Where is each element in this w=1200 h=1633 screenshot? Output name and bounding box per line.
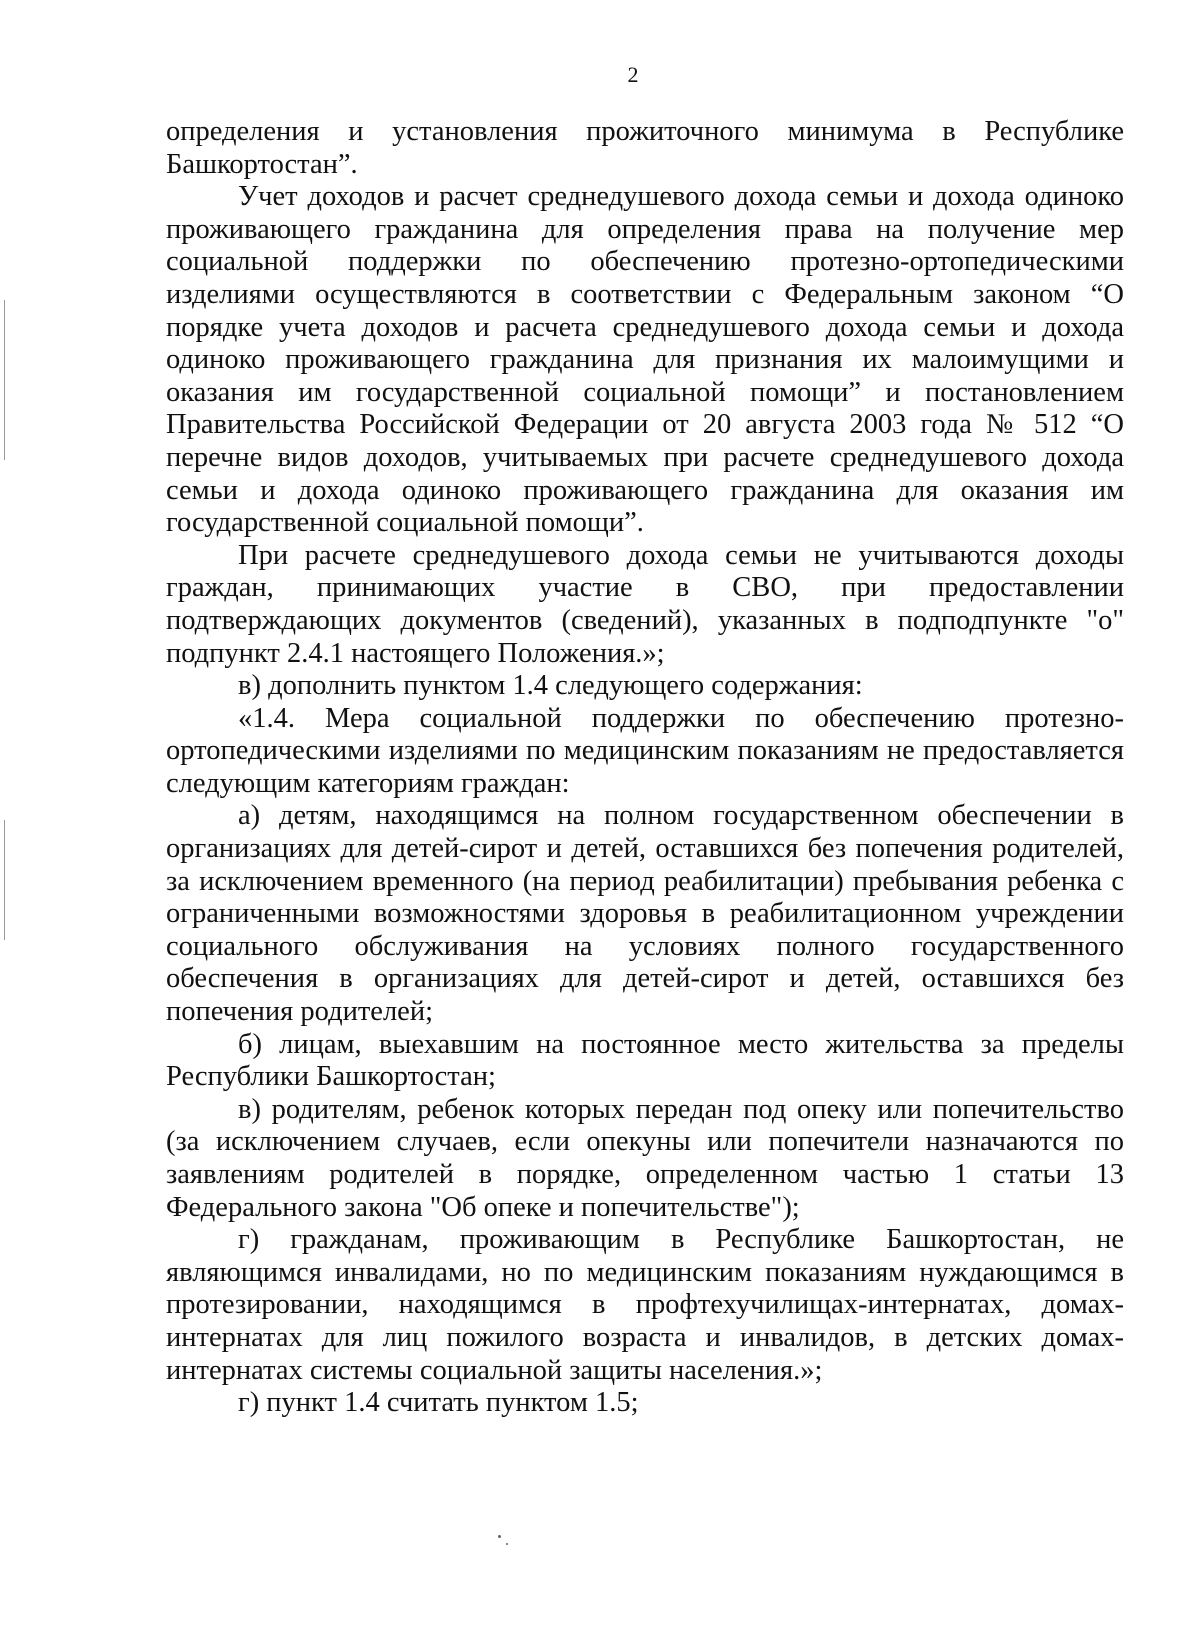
scan-edge-mark <box>4 820 5 940</box>
paragraph-7: б) лицам, выехавшим на постоянное место жительства за пределы Республики Башкортостан; <box>166 1028 1124 1093</box>
paragraph-5: «1.4. Мера социальной поддержки по обеспечению протезно-ортопедическими изделиями по медицинским показаниям не предоставляется следующим категориям граждан: <box>166 702 1124 799</box>
paragraph-8: в) родителям, ребенок которых передан под опеку или попечительство (за исключением случаев, если опекуны или попечители назначаются по заявлениям родителей в порядке, определенном частью 1 статьи 13 Федерального закона "Об опеке и попечительстве"); <box>166 1093 1124 1223</box>
scan-edge-mark <box>4 300 5 460</box>
paragraph-3: При расчете среднедушевого дохода семьи не учитываются доходы граждан, принимающих участие в СВО, при предоставлении подтверждающих документов (сведений), указанных в подподпункте "о" подпункт 2.4.1 настоящего Положения.»; <box>166 539 1124 669</box>
page-number: 2 <box>627 62 639 87</box>
paragraph-1: определения и установления прожиточного минимума в Республике Башкортостан”. <box>166 116 1124 180</box>
paragraph-6: а) детям, находящимся на полном государственном обеспечении в организациях для детей-сирот и детей, оставшихся без попечения родителей, за исключением временного (на период реабилитации) пребывания ребенка с ограниченными возможностями здоровья в реабилитационном учреждении социального обслуживания на условиях полного государственного обеспечения в организациях для детей-сирот и детей, оставшихся без попечения родителей; <box>166 800 1124 1028</box>
document-body <box>166 116 1124 1420</box>
paragraph-2: Учет доходов и расчет среднедушевого дохода семьи и дохода одиноко проживающего гражданина для определения права на получение мер социальной поддержки по обеспечению протезно-ортопедическими изделиями осуществляются в соответствии с Федеральным законом “О порядке учета доходов и расчета среднедушевого дохода семьи и дохода одиноко проживающего гражданина для признания их малоимущими и оказания им государственной социальной помощи” и постановлением Правительства Российской Федерации от 20 августа 2003 года № 512 “О перечне видов доходов, учитываемых при расчете среднедушевого дохода семьи и дохода одиноко проживающего гражданина для оказания им государственной социальной помощи”. <box>166 181 1124 539</box>
scan-speck <box>506 1543 508 1545</box>
paragraph-4: в) дополнить пунктом 1.4 следующего содержания: <box>238 670 863 702</box>
paragraph-9: г) гражданам, проживающим в Республике Башкортостан, не являющимся инвалидами, но по медицинским показаниям нуждающимся в протезировании, находящимся в профтехучилищах-интернатах, домах-интернатах для лиц пожилого возраста и инвалидов, в детских домах-интернатах системы социальной защиты населения.»; <box>166 1224 1124 1386</box>
scan-speck <box>498 1535 501 1538</box>
paragraph-10: г) пункт 1.4 считать пунктом 1.5; <box>238 1387 639 1419</box>
